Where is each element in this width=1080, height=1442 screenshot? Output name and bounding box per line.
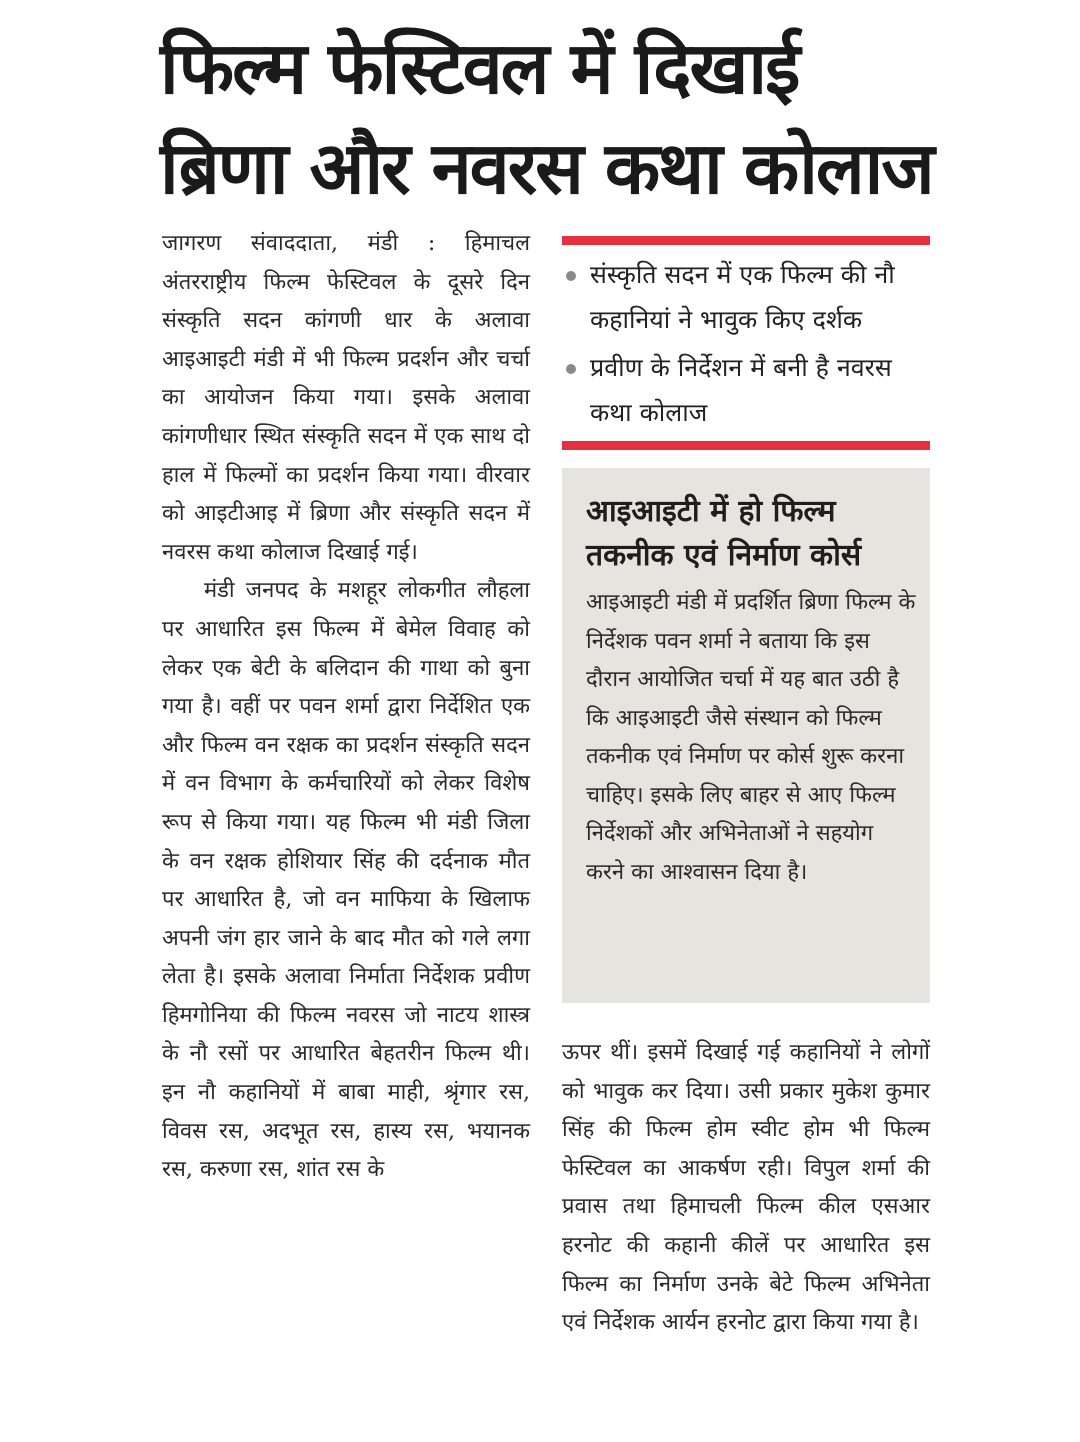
bullet-icon bbox=[566, 271, 576, 281]
article-column-right bbox=[562, 1034, 930, 1343]
highlight-text: संस्कृति सदन में एक फिल्म की नौ कहानियां ने भावुक किए दर्शक bbox=[590, 260, 895, 334]
highlights-list bbox=[562, 252, 930, 438]
article-paragraph-1: जागरण संवाददाता, मंडी : हिमाचल अंतरराष्ट्रीय फिल्म फेस्टिवल के दूसरे दिन संस्कृति सदन कांगणी धार के अलावा आइआइटी मंडी में भी फिल्म प्रदर्शन और चर्चा का आयोजन किया गया। इसके अलावा कांगणीधार स्थित संस्कृति सदन में एक साथ दो हाल में फिल्मों का प्रदर्शन किया गया। वीरवार को आइटीआइ में ब्रिणा और संस्कृति सदन में नवरस कथा कोलाज दिखाई गई। bbox=[162, 231, 530, 565]
article-headline: फिल्म फेस्टिवल में दिखाई ब्रिणा और नवरस कथा कोलाज bbox=[160, 26, 933, 210]
highlights-top-rule bbox=[562, 236, 930, 245]
highlight-item bbox=[562, 252, 930, 342]
bullet-icon bbox=[566, 364, 576, 374]
sidebar-box-body: आइआइटी मंडी में प्रदर्शित ब्रिणा फिल्म के निर्देशक पवन शर्मा ने बताया कि इस दौरान आयोजित चर्चा में यह बात उठी है कि आइआइटी जैसे संस्थान को फिल्म तकनीक एवं निर्माण पर कोर्स शुरू करना चाहिए। इसके लिए बाहर से आए फिल्म निर्देशकों और अभिनेताओं ने सहयोग करने का आश्वासन दिया है। bbox=[586, 590, 916, 885]
highlight-text: प्रवीण के निर्देशन में बनी है नवरस कथा कोलाज bbox=[590, 353, 892, 427]
sidebar-box-title: आइआइटी में हो फिल्म तकनीक एवं निर्माण कोर्स bbox=[586, 494, 862, 573]
article-paragraph-2: मंडी जनपद के मशहूर लोकगीत लौहला पर आधारित इस फिल्म में बेमेल विवाह को लेकर एक बेटी के बलिदान की गाथा को बुना गया है। वहीं पर पवन शर्मा द्वारा निर्देशित एक और फिल्म वन रक्षक का प्रदर्शन संस्कृति सदन में वन विभाग के कर्मचारियों को लेकर विशेष रूप से किया गया। यह फिल्म भी मंडी जिला के वन रक्षक होशियार सिंह की दर्दनाक मौत पर आधारित है, जो वन माफिया के खिलाफ अपनी जंग हार जाने के बाद मौत को गले लगा लेता है। इसके अलावा निर्माता निर्देशक प्रवीण हिमगोनिया की फिल्म नवरस जो नाटय शास्त्र के नौ रसों पर आधारित बेहतरीन फिल्म थी। इन नौ कहानियों में बाबा माही, श्रृंगार रस, विवस रस, अदभूत रस, हास्य रस, भयानक रस, करुणा रस, शांत रस के bbox=[162, 578, 530, 1183]
sidebar-box bbox=[562, 468, 930, 1003]
article-paragraph-3: ऊपर थीं। इसमें दिखाई गई कहानियों ने लोगों को भावुक कर दिया। उसी प्रकार मुकेश कुमार सिंह की फिल्म होम स्वीट होम भी फिल्म फेस्टिवल का आकर्षण रही। विपुल शर्मा की प्रवास तथा हिमाचली फिल्म कील एसआर हरनोट की कहानी कीलें पर आधारित इस फिल्म का निर्माण उनके बेटे फिल्म अभिनेता एवं निर्देशक आर्यन हरनोट द्वारा किया गया है। bbox=[562, 1040, 930, 1336]
highlights-bottom-rule bbox=[562, 441, 930, 450]
highlight-item bbox=[562, 345, 930, 435]
article-column-left bbox=[162, 225, 530, 1190]
